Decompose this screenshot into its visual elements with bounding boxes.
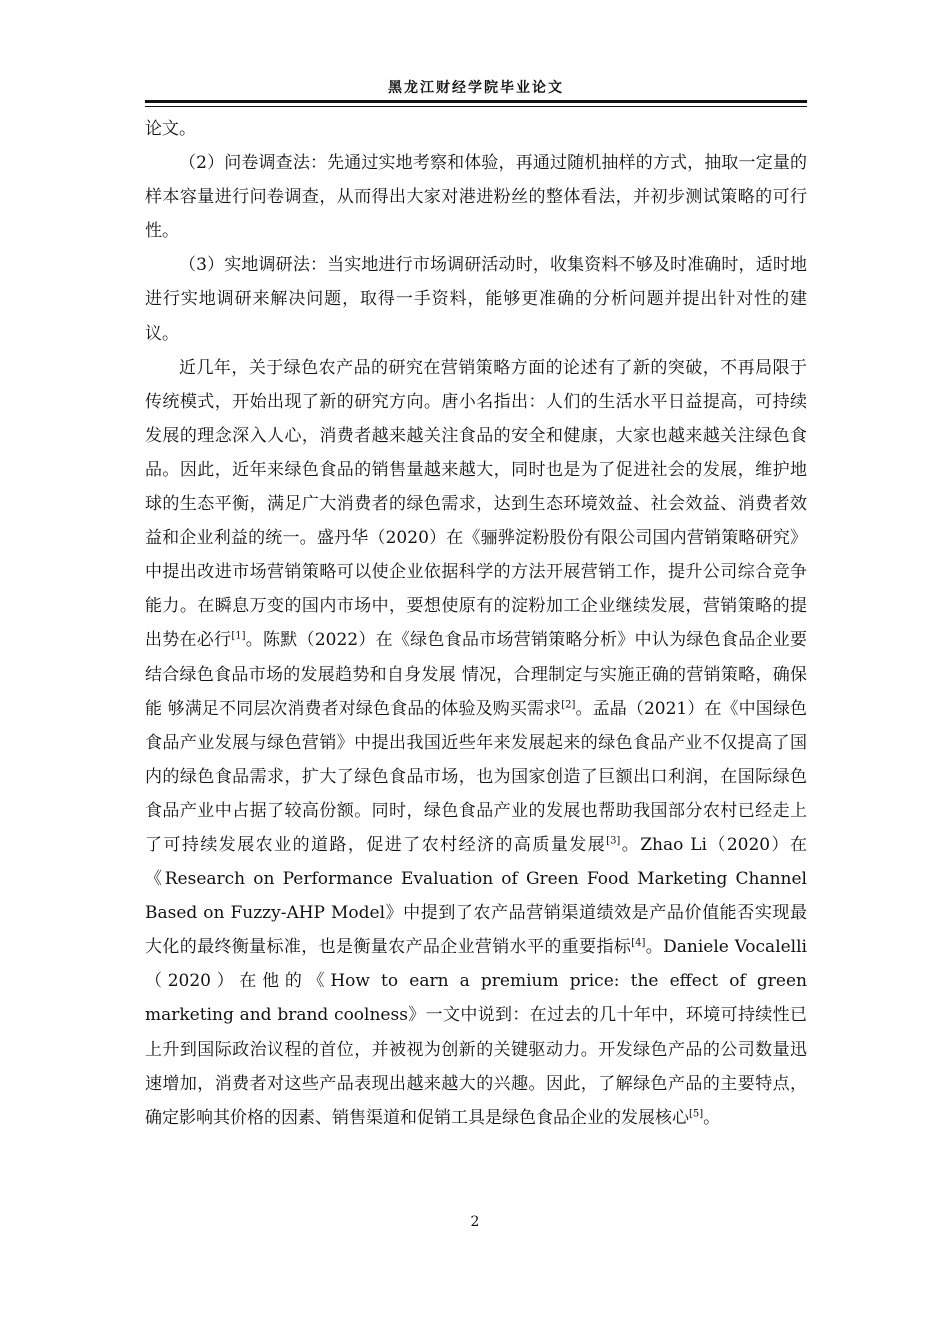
paragraph-continuation: 论文。 bbox=[145, 119, 196, 139]
review-text-4: 。Zhao Li（2020）在《Research on Performance Evaluation of Green Food Marketing Channel Based on Fuzzy-AHP Model》中提到了农产品营销渠道绩效是产品价值能否实现最大化的最终衡量标准，也是衡量农产品企业营销水平的重要指标 bbox=[145, 834, 807, 958]
header-rule-thick bbox=[145, 100, 807, 103]
citation-4: [4] bbox=[631, 937, 646, 949]
review-text-3: 。孟晶（2021）在《中国绿色食品产业发展与绿色营销》中提出我国近些年来发展起来的绿色食品产业不仅提高了国内的绿色食品需求，扩大了绿色食品市场，也为国家创造了巨额出口利润，在国际绿色食品产业中占据了较高份额。同时，绿色食品产业的发展也帮助我国部分农村已经走上了可持续发展农业的道路，促进了农村经济的高质量发展 bbox=[145, 698, 808, 855]
paragraph-questionnaire-method: （2）问卷调查法：先通过实地考察和体验，再通过随机抽样的方式，抽取一定量的样本容量进行问卷调查，从而得出大家对港进粉丝的整体看法，并初步测试策略的可行性。 bbox=[145, 153, 807, 242]
review-text-6: 。 bbox=[703, 1107, 721, 1128]
header-title: 黑龙江财经学院毕业论文 bbox=[388, 80, 564, 96]
review-text-5: 。Daniele Vocalelli （2020）在他的《How to earn a premium price: the effect of green marketing and brand coolness》一文中说到：在过去的几十年中，环境可持续性已上升到国际政治议程的首位，并被视为创新的关键驱动力。开发绿色产品的公司数量迅速增加，消费者对这些产品表现出越来越大的兴趣。因此，了解绿色产品的主要特点，确定影响其价格的因素、销售渠道和促销工具是绿色食品企业的发展核心 bbox=[145, 937, 807, 1128]
citation-5: [5] bbox=[689, 1108, 704, 1120]
page-number: 2 bbox=[470, 1214, 480, 1230]
paragraph-field-research-method: （3）实地调研法：当实地进行市场调研活动时，收集资料不够及时准确时，适时地进行实地调研来解决问题，取得一手资料，能够更准确的分析问题并提出针对性的建议。 bbox=[145, 255, 807, 344]
paragraph-literature-review bbox=[145, 351, 807, 1135]
body-text bbox=[145, 112, 807, 1135]
page-header bbox=[145, 78, 807, 108]
citation-1: [1] bbox=[231, 630, 246, 642]
review-text-1: 近几年，关于绿色农产品的研究在营销策略方面的论述有了新的突破，不再局限于传统模式，开始出现了新的研究方向。唐小名指出：人们的生活水平日益提高，可持续发展的理念深入人心，消费者越来越关注食品的安全和健康，大家也越来越关注绿色食品。因此，近年来绿色食品的销售量越来越大，同时也是为了促进社会的发展，维护地球的生态平衡，满足广大消费者的绿色需求，达到生态环境效益、社会效益、消费者效益和企业利益的统一。盛丹华（2020）在《骊骅淀粉股份有限公司国内营销策略研究》中提出改进市场营销策略可以使企业依据科学的方法开展营销工作，提升公司综合竞争能力。在瞬息万变的国内市场中，要想使原有的淀粉加工企业继续发展，营销策略的提出势在必行 bbox=[145, 357, 807, 651]
citation-2: [2] bbox=[561, 698, 576, 710]
header-rule-thin bbox=[145, 106, 807, 107]
citation-3: [3] bbox=[606, 835, 621, 847]
review-text-2: 。陈默（2022）在《绿色食品市场营销策略分析》中认为绿色食品企业要结合绿色食品市场的发展趋势和自身发展 情况，合理制定与实施正确的营销策略，确保能 够满足不同层次消费者对绿色食品的体验及购买需求 bbox=[145, 630, 807, 719]
